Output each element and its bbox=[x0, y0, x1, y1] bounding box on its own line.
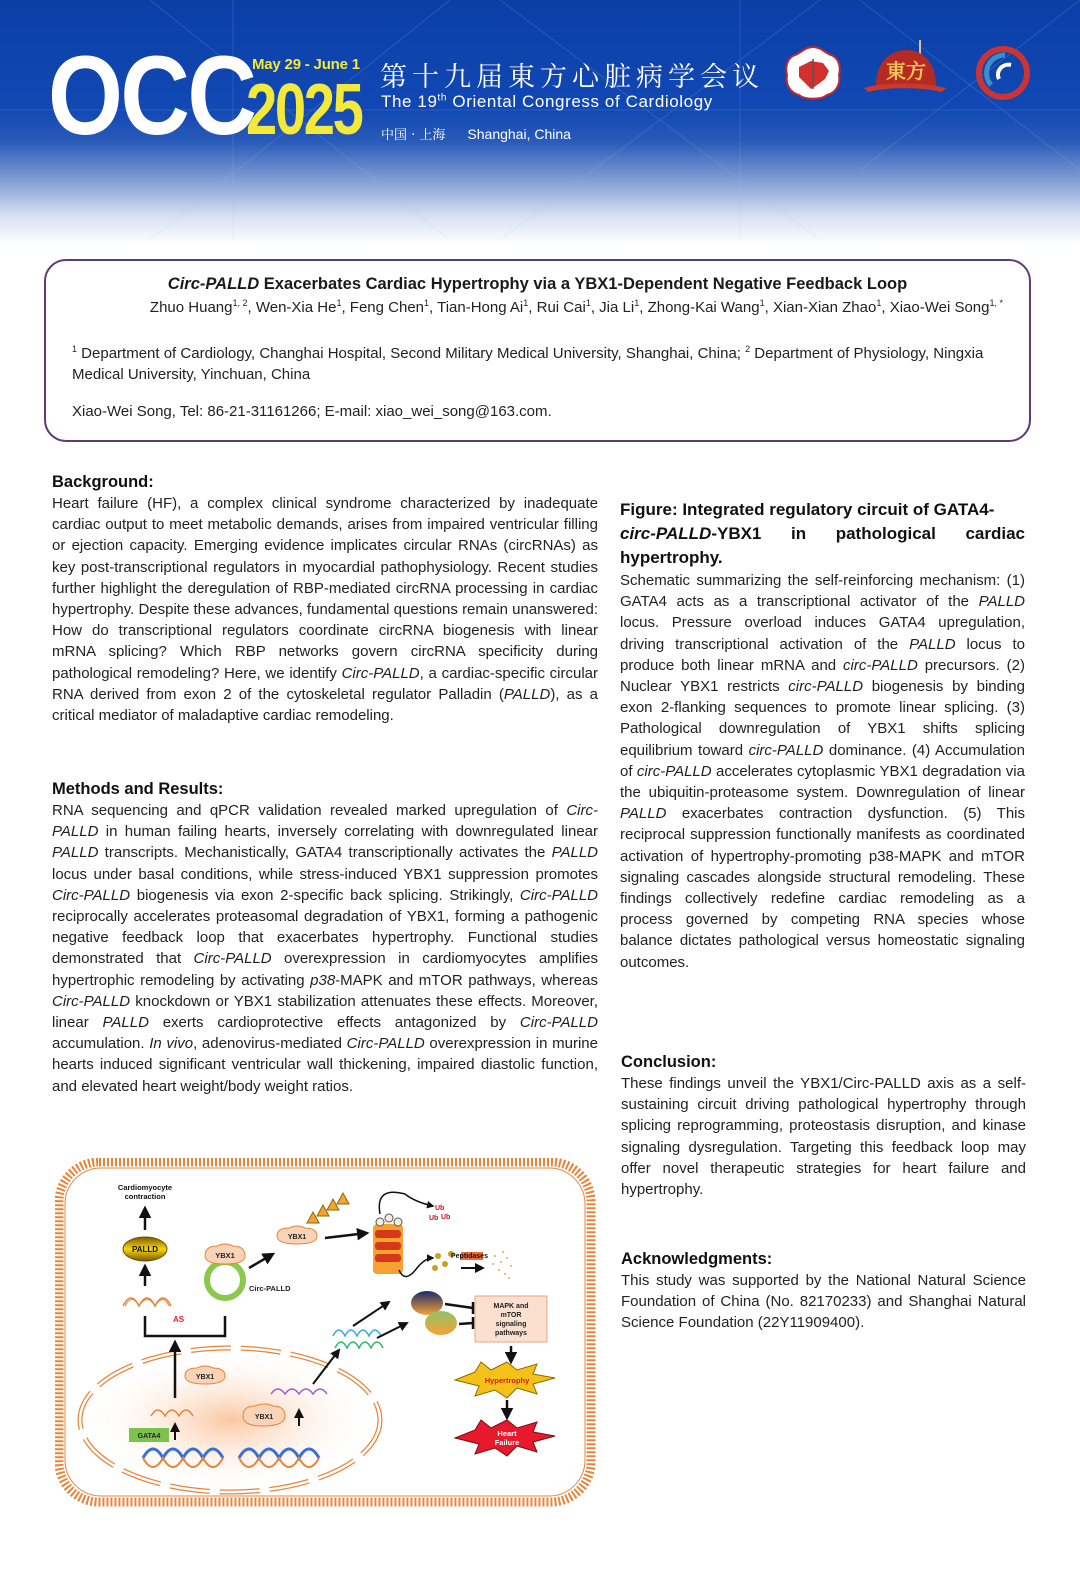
shanghai-medical-association-logo bbox=[783, 45, 843, 101]
svg-text:Circ-PALLD: Circ-PALLD bbox=[249, 1284, 291, 1293]
svg-text:signaling: signaling bbox=[495, 1321, 527, 1328]
author-list: Zhuo Huang$^{1, 2}$, Wen-Xia He$^1$, Feng Chen$^1$, Tian-Hong Ai$^1$, Rui Cai$^1$, Jia Li$^1$, Zhong-Kai Wang$^1$, Xian-Xian Zhao$^1$, Xiao-Wei Song$^{1, *}$ bbox=[149, 298, 1003, 316]
svg-text:Cardiomyocyte: Cardiomyocyte bbox=[117, 1183, 173, 1192]
svg-text:Peptidases: Peptidases bbox=[451, 1253, 488, 1260]
conference-title-en: The 19th Oriental Congress of Cardiology bbox=[381, 92, 713, 111]
svg-text:Failure: Failure bbox=[494, 1438, 520, 1447]
conference-year: 2025 bbox=[246, 70, 362, 150]
svg-text:Ub: Ub bbox=[435, 1205, 445, 1212]
conclusion-text: These findings unveil the YBX1/Circ-PALLD axis as a self-sustaining circuit driving pathological hypertrophy through splicing reprogramming, proteostasis disruption, and kinase signaling dysregulation. Targeting this feedback loop may offer novel therapeutic strategies for heart failure and hypertrophy. bbox=[621, 1075, 1026, 1199]
svg-text:mTOR: mTOR bbox=[500, 1312, 522, 1319]
svg-text:Ub: Ub bbox=[429, 1215, 439, 1222]
acknowledgments-text: This study was supported by the National Natural Science Foundation of China (No. 82170233) and Shanghai Natural Science Foundation (22Y11909400). bbox=[621, 1272, 1026, 1332]
svg-text:contraction: contraction bbox=[124, 1192, 166, 1201]
svg-text:東方: 東方 bbox=[886, 59, 926, 83]
figure-caption-section bbox=[620, 498, 1025, 973]
svg-text:pathways: pathways bbox=[495, 1330, 527, 1337]
background-heading: Background: bbox=[52, 473, 154, 491]
svg-text:PALLD: PALLD bbox=[131, 1245, 159, 1254]
title-box bbox=[44, 259, 1031, 442]
affiliations: $^1$ Department of Cardiology, Changhai Hospital, Second Military Medical University, Shanghai, China; $^2$ Department of Physiology, Ningxia Medical University, Yinchuan, China bbox=[72, 344, 984, 383]
conference-title-cn: 第十九届東方心脏病学会议 bbox=[380, 62, 764, 93]
svg-text:YBX1: YBX1 bbox=[287, 1234, 307, 1241]
header-banner bbox=[0, 0, 1080, 245]
paper-title: Circ-PALLD Exacerbates Cardiac Hypertrophy via a YBX1-Dependent Negative Feedback Loop bbox=[167, 275, 908, 293]
mechanism-diagram bbox=[55, 1158, 600, 1508]
background-section bbox=[52, 471, 598, 726]
svg-text:AS: AS bbox=[173, 1315, 185, 1324]
svg-text:MAPK and: MAPK and bbox=[493, 1303, 529, 1310]
background-text: Heart failure (HF), a complex clinical syndrome characterized by inadequate cardiac output to meet metabolic demands, arises from impaired ventricular filling or ejection capacity. Emerging evidence implicates circular RNAs (circRNAs) as key post-transcriptional regulators in myocardial pathophysiology. Recent studies further highlight the deregulation of RBP-mediated circRNA processing in cardiac hypertrophy. Despite these advances, fundamental questions remain unanswered: How do transcriptional regulators coordinate circRNA biogenesis with linear mRNA splicing? Which RBP networks govern circRNA specificity during pathological remodeling? Here, we identify Circ-PALLD, a cardiac-specific circular RNA derived from exon 2 of the cytoskeletal regulator Palladin (PALLD), as a critical mediator of maladaptive cardiac remodeling. bbox=[52, 495, 598, 725]
oriental-congress-logo bbox=[862, 40, 948, 100]
svg-text:Hypertrophy: Hypertrophy bbox=[484, 1376, 530, 1385]
svg-text:Heart: Heart bbox=[497, 1429, 517, 1438]
svg-text:Ub: Ub bbox=[441, 1214, 451, 1221]
conference-dates: May 29 - June 1 bbox=[252, 56, 360, 73]
figure-caption-heading: Figure: Integrated regulatory circuit of GATA4- circ-PALLD-YBX1 in pathological cardiac hypertrophy. bbox=[620, 500, 1025, 567]
proteasome bbox=[373, 1214, 403, 1274]
methods-section bbox=[52, 778, 598, 1097]
oriental-cardiology-logo bbox=[975, 45, 1031, 101]
circ-palld-ring bbox=[207, 1262, 243, 1298]
acknowledgments-section bbox=[621, 1248, 1026, 1334]
conclusion-heading: Conclusion: bbox=[621, 1053, 717, 1071]
svg-text:YBX1: YBX1 bbox=[215, 1251, 235, 1260]
methods-heading: Methods and Results: bbox=[52, 780, 224, 798]
svg-text:YBX1: YBX1 bbox=[195, 1374, 215, 1381]
svg-text:YBX1: YBX1 bbox=[254, 1414, 274, 1421]
svg-text:GATA4: GATA4 bbox=[137, 1433, 161, 1440]
conference-location: 中国 · 上海 Shanghai, China bbox=[381, 126, 571, 143]
methods-text: RNA sequencing and qPCR validation revealed marked upregulation of Circ-PALLD in human failing hearts, inversely correlating with downregulated linear PALLD transcripts. Mechanistically, GATA4 transcriptionally activates the PALLD locus under basal conditions, while stress-induced YBX1 suppression promotes Circ-PALLD biogenesis via exon 2-specific back splicing. Strikingly, Circ-PALLD reciprocally accelerates proteasomal degradation of YBX1, forming a pathogenic negative feedback loop that exacerbates hypertrophy. Functional studies demonstrated that Circ-PALLD overexpression in cardiomyocytes amplifies hypertrophic remodeling by activating p38-MAPK and mTOR pathways, whereas Circ-PALLD knockdown or YBX1 stabilization attenuates these effects. Moreover, linear PALLD exerts cardioprotective effects antagonized by Circ-PALLD accumulation. In vivo, adenovirus-mediated Circ-PALLD overexpression in murine hearts induced significant ventricular wall thickening, impaired diastolic function, and elevated heart weight/body weight ratios. bbox=[52, 802, 599, 1095]
acknowledgments-heading: Acknowledgments: bbox=[621, 1250, 773, 1268]
conclusion-section bbox=[621, 1051, 1026, 1200]
occ-logo: OCC bbox=[48, 33, 255, 158]
figure-caption-text: Schematic summarizing the self-reinforcing mechanism: (1) GATA4 acts as a transcriptional activator of the PALLD locus. Pressure overload induces GATA4 upregulation, driving transcriptional activation of the PALLD locus to produce both linear mRNA and circ-PALLD precursors. (2) Nuclear YBX1 restricts circ-PALLD biogenesis by binding exon 2-flanking sequences to promote linear splicing. (3) Pathological downregulation of YBX1 shifts splicing equilibrium toward circ-PALLD dominance. (4) Accumulation of circ-PALLD accelerates cytoplasmic YBX1 degradation via the ubiquitin-proteasome system. Downregulation of linear PALLD exacerbates contraction dysfunction. (5) This reciprocal suppression functionally manifests as coordinated activation of hypertrophy-promoting p38-MAPK and mTOR signaling cascades alongside structural remodeling. These findings collectively redefine cardiac remodeling as a process governed by competing RNA species whose balance dictates pathological versus homeostatic signaling outcomes. bbox=[620, 572, 1025, 971]
contact-info: Xiao-Wei Song, Tel: 86-21-31161266; E-mail: xiao_wei_song@163.com. bbox=[72, 403, 552, 420]
